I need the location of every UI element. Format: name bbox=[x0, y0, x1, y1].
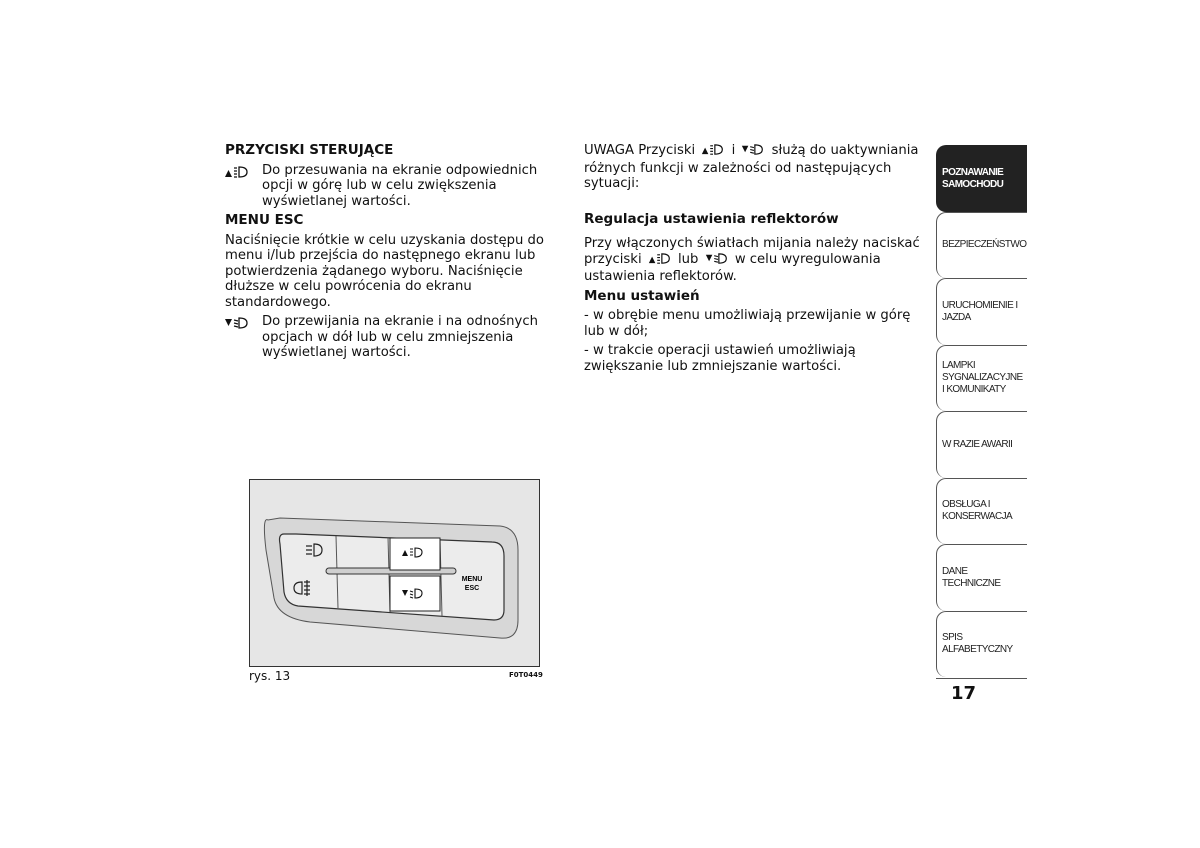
bullet-up bbox=[225, 163, 565, 210]
tab-spis-alfabetyczny[interactable] bbox=[936, 611, 1027, 678]
headlight-down-icon bbox=[741, 143, 765, 161]
headlight-adjust-paragraph bbox=[584, 236, 924, 285]
tab-label: BEZPIECZEŃSTWO bbox=[942, 239, 1027, 251]
headlight-up-icon bbox=[701, 143, 725, 161]
bullet-down-text: Do przewijania na ekranie i na odnośnych opcjach w dół lub w celu zmniejszenia wyświetlanej wartości. bbox=[262, 314, 538, 360]
tab-lampki-sygnalizacyjne[interactable] bbox=[936, 345, 1027, 412]
headlight-up-icon bbox=[648, 252, 672, 270]
menu-esc-text: Naciśnięcie krótkie w celu uzyskania dostępu do menu i/lub przejścia do następnego ekranu lub potwierdzenia żądanego wyboru. Naciśnięcie dłuższe w celu powrócenia do ekranu standardowego. bbox=[225, 232, 544, 310]
note-text-c: służą do uaktywniania różnych funkcji w zależności od następujących sytuacji: bbox=[584, 143, 919, 191]
heading-settings-menu: Menu ustawień bbox=[584, 287, 700, 304]
headlight-text-a: Przy włączonych światłach mijania należy naciskać przyciski bbox=[584, 236, 920, 267]
tab-label: W RAZIE AWARII bbox=[942, 438, 1013, 450]
tab-label: URUCHOMIENIE I JAZDA bbox=[942, 299, 1018, 323]
left-column bbox=[225, 143, 565, 365]
control-panel-drawing bbox=[250, 480, 539, 666]
chapter-tabs bbox=[936, 145, 1027, 677]
headlight-text-b: lub bbox=[678, 251, 699, 267]
headlight-down-icon bbox=[225, 314, 262, 361]
menu-label: MENU bbox=[461, 576, 483, 583]
tab-uruchomienie-jazda[interactable] bbox=[936, 278, 1027, 345]
tab-label: POZNAWANIE SAMOCHODU bbox=[942, 166, 1004, 190]
settings-para-1: - w obrębie menu umożliwiają przewijanie w górę lub w dół; bbox=[584, 308, 911, 339]
headlight-up-icon bbox=[225, 163, 262, 210]
bullet-up-text: Do przesuwania na ekranie odpowiednich opcji w górę lub w celu zwiększenia wyświetlanej wartości. bbox=[262, 162, 538, 209]
settings-para-2: - w trakcie operacji ustawień umożliwiają zwiększanie lub zmniejszanie wartości. bbox=[584, 343, 856, 374]
tab-dane-techniczne[interactable] bbox=[936, 544, 1027, 611]
tab-label: DANE TECHNICZNE bbox=[942, 565, 1001, 589]
tab-bezpieczenstwo[interactable] bbox=[936, 212, 1027, 279]
tabs-bottom-line bbox=[936, 678, 1027, 679]
note-text-a: UWAGA Przyciski bbox=[584, 143, 696, 158]
tab-obsluga-konserwacja[interactable] bbox=[936, 478, 1027, 545]
right-column bbox=[584, 143, 924, 378]
heading-control-buttons: PRZYCISKI STERUJĄCE bbox=[225, 142, 394, 158]
tab-poznawanie-samochodu[interactable] bbox=[936, 145, 1027, 212]
note-text-b: i bbox=[731, 143, 736, 158]
esc-label: ESC bbox=[464, 585, 480, 592]
tab-w-razie-awarii[interactable] bbox=[936, 411, 1027, 478]
page-number: 17 bbox=[951, 683, 977, 704]
control-panel-figure bbox=[249, 479, 540, 667]
tab-label: LAMPKI SYGNALIZACYJNE I KOMUNIKATY bbox=[942, 360, 1023, 396]
bullet-down bbox=[225, 314, 565, 361]
note-paragraph bbox=[584, 143, 924, 192]
heading-menu-esc: MENU ESC bbox=[225, 212, 304, 228]
headlight-down-icon bbox=[705, 252, 729, 270]
figure-code: F0T0449 bbox=[509, 671, 543, 679]
heading-headlight-adjust: Regulacja ustawienia reflektorów bbox=[584, 210, 839, 227]
tab-label: OBSŁUGA I KONSERWACJA bbox=[942, 499, 1013, 523]
headlight-text-c: w celu wyregulowania ustawienia reflektorów. bbox=[584, 251, 881, 284]
figure-caption: rys. 13 bbox=[249, 669, 291, 683]
tab-label: SPIS ALFABETYCZNY bbox=[942, 632, 1013, 656]
